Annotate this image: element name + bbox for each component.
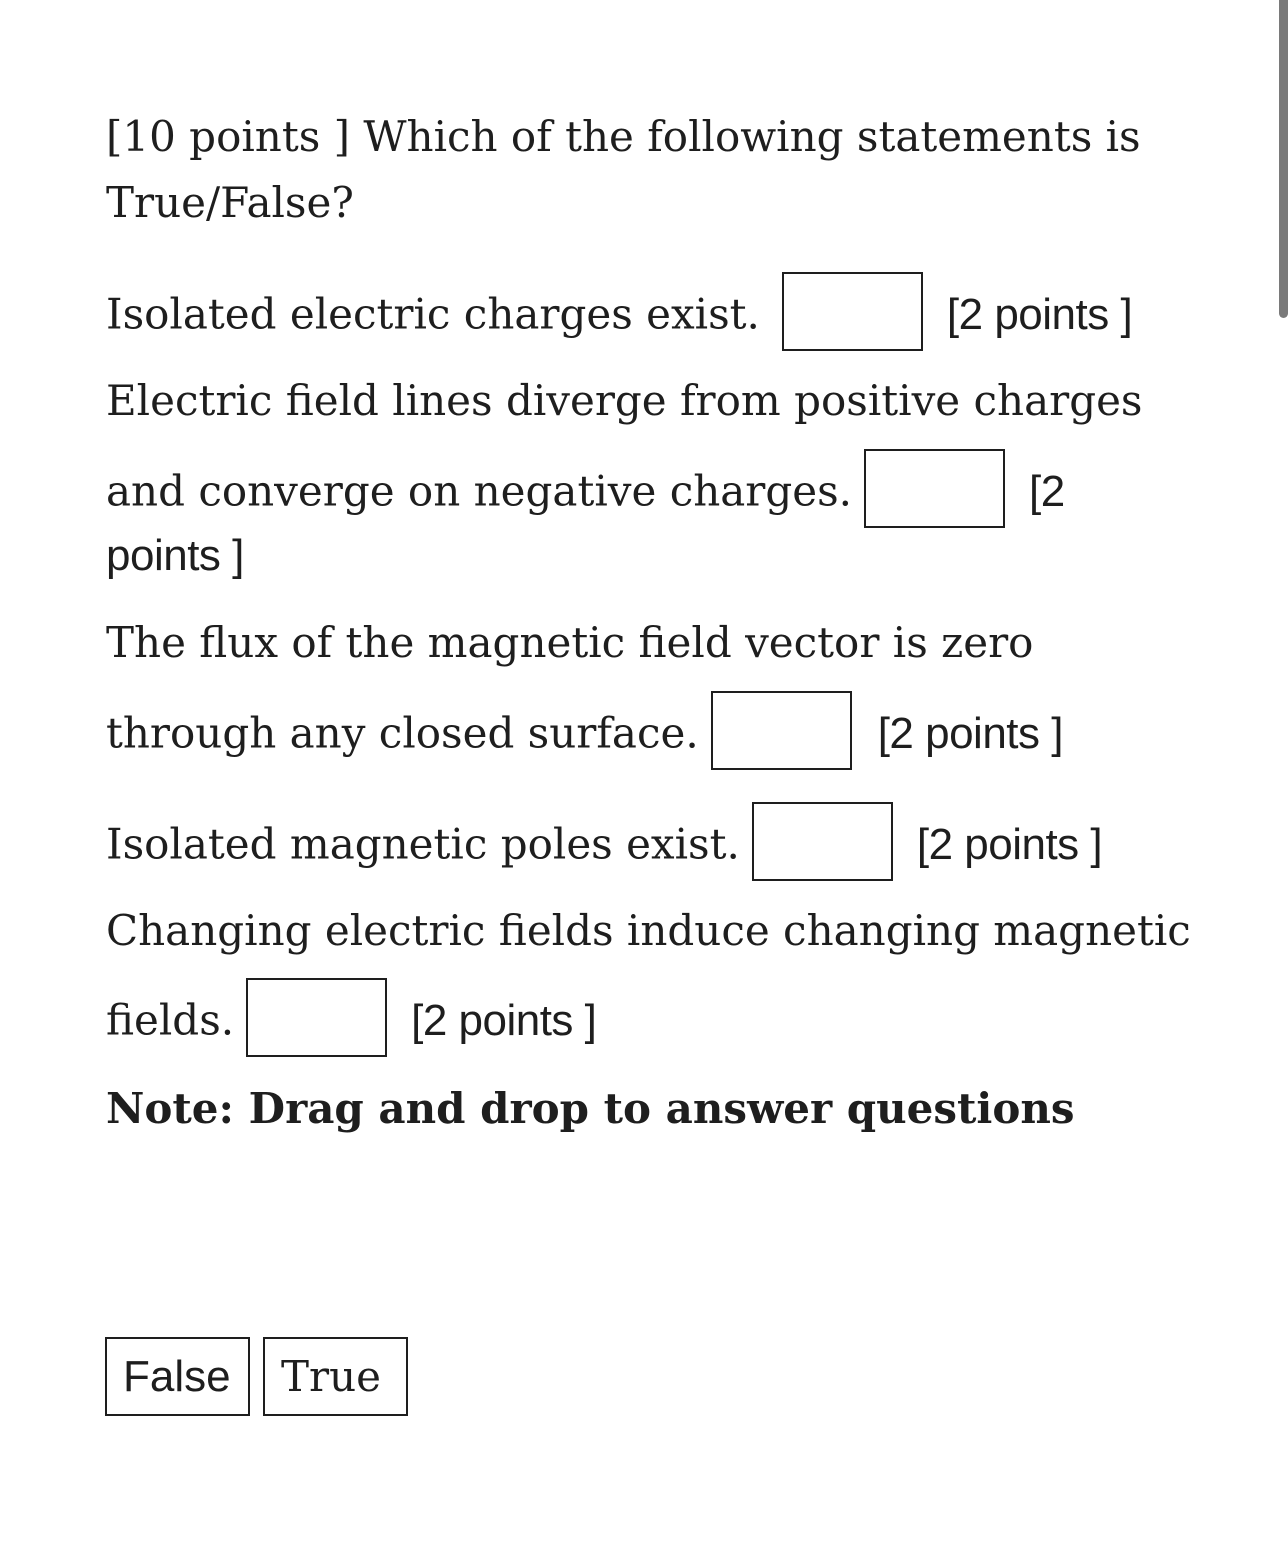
statement-3-line-2: [106, 697, 1063, 776]
statement-5-points: [2 points ]: [411, 995, 597, 1045]
statement-2-line-2: [106, 455, 1065, 534]
statement-2-points-part2: [106, 531, 244, 580]
true-choice-chip[interactable]: True: [263, 1337, 408, 1416]
question-title-line-1: [10 points ] Which of the following statements is: [106, 112, 1141, 161]
statement-2-points-part1: [2: [1029, 466, 1065, 516]
statement-3-line-1: The flux of the magnetic field vector is zero: [106, 618, 1034, 667]
instruction-note: Note: Drag and drop to answer questions: [106, 1084, 1075, 1133]
statement-1-points: [2 points ]: [946, 289, 1133, 339]
statement-3-points: [2 points ]: [877, 708, 1063, 758]
page-scrollbar[interactable]: [1279, 0, 1288, 318]
statement-4-drop-zone[interactable]: [752, 802, 893, 881]
statement-2-text: and converge on negative charges.: [106, 466, 853, 516]
statement-2-points-continued: points ]: [106, 531, 244, 580]
statement-5-line-1: Changing electric fields induce changing magnetic: [106, 906, 1191, 955]
statement-2-drop-zone[interactable]: [864, 449, 1005, 528]
statement-2-line-1: Electric field lines diverge from positive charges: [106, 376, 1143, 425]
answer-choices: [105, 1337, 408, 1416]
statement-1-drop-zone[interactable]: [782, 272, 923, 351]
statement-4: [106, 808, 1102, 887]
statement-4-text: Isolated magnetic poles exist.: [106, 819, 740, 869]
statement-5-text: fields.: [106, 995, 235, 1045]
statement-1: [106, 278, 1132, 357]
statement-3-drop-zone[interactable]: [711, 691, 852, 770]
statement-4-points: [2 points ]: [916, 819, 1103, 869]
statement-3-text: through any closed surface.: [106, 708, 699, 758]
statement-5-drop-zone[interactable]: [246, 978, 387, 1057]
statement-5-line-2: [106, 984, 596, 1063]
false-choice-chip[interactable]: False: [105, 1337, 250, 1416]
question-title-line-2: True/False?: [106, 178, 354, 227]
statement-1-text: Isolated electric charges exist.: [106, 289, 760, 339]
